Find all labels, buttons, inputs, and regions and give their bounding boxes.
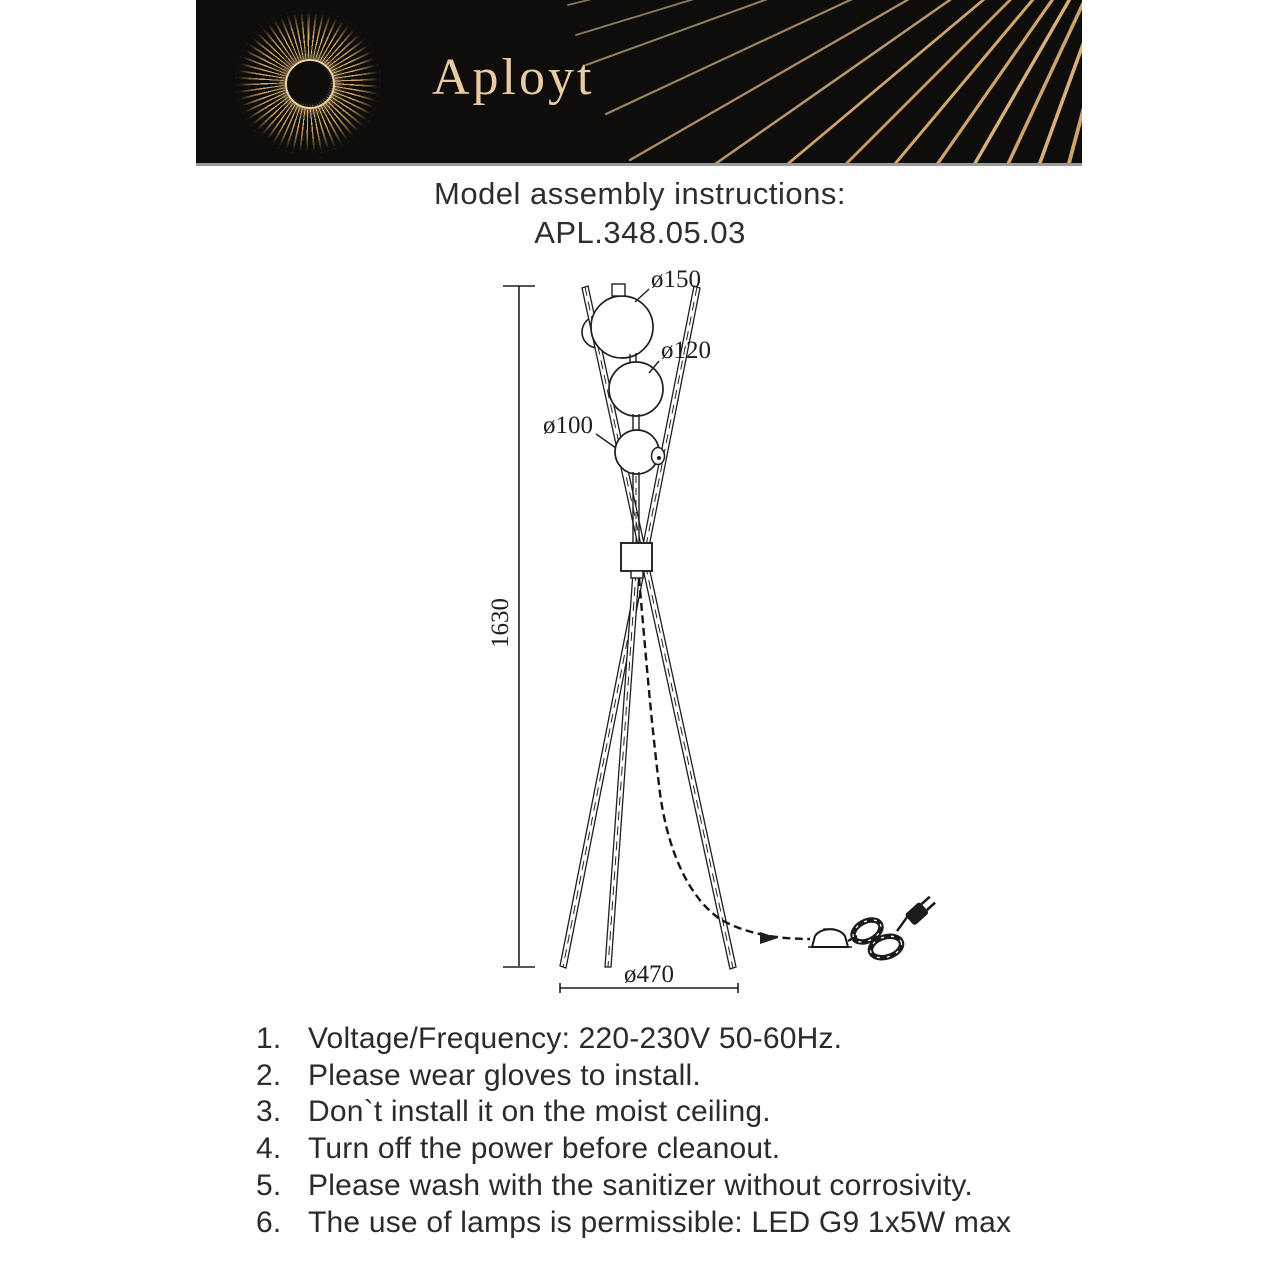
item-text: Please wear gloves to install.: [308, 1058, 701, 1092]
base-dimension-label: ø470: [624, 961, 674, 988]
item-number: 6.: [256, 1205, 282, 1239]
item-text: The use of lamps is permissible: LED G9 1x5W max: [308, 1205, 1012, 1239]
title-line1: Model assembly instructions:: [434, 176, 846, 211]
lamp-technical-drawing: [470, 255, 970, 1020]
model-code: APL.348.05.03: [534, 215, 746, 250]
junction-box: [621, 543, 652, 571]
item-number: 1.: [256, 1022, 282, 1055]
lamp1-top-cap: [612, 284, 625, 296]
list-item: [256, 1131, 1086, 1168]
lamp3-socket-dot: [657, 456, 661, 460]
dim-label-100: ø100: [543, 412, 593, 439]
lamp-sphere-150: [591, 296, 653, 358]
height-dimension-label: 1630: [487, 598, 514, 648]
item-number: 4.: [256, 1132, 282, 1166]
lamp-sphere-120: [609, 362, 663, 416]
item-number: 2.: [256, 1058, 282, 1092]
cord-arrow: [760, 932, 778, 944]
brand-banner: [196, 0, 1082, 166]
list-item: [256, 1168, 1086, 1205]
power-cord: [639, 578, 810, 939]
junction-box-tab: [631, 571, 643, 578]
item-text: Voltage/Frequency: 220-230V 50-60Hz.: [308, 1022, 843, 1055]
item-number: 5.: [256, 1168, 282, 1202]
item-text: Please wash with the sanitizer without corrosivity.: [308, 1168, 973, 1202]
list-item: [256, 1205, 1086, 1242]
dim-label-120: ø120: [661, 337, 711, 364]
foot-switch: [812, 929, 848, 947]
page-title: [0, 174, 1280, 252]
cord-coil: [849, 916, 904, 962]
corner-rays-icon: [196, 0, 1082, 163]
item-number: 3.: [256, 1095, 282, 1129]
item-text: Don`t install it on the moist ceiling.: [308, 1095, 771, 1129]
power-plug: [904, 894, 937, 926]
list-item: [256, 1058, 1086, 1095]
list-item: [256, 1021, 1086, 1058]
instruction-list: [256, 1021, 1086, 1241]
brand-name: Aployt: [432, 49, 595, 106]
lamp3-socket: [652, 448, 665, 465]
item-text: Turn off the power before cleanout.: [308, 1132, 781, 1166]
dim-label-150: ø150: [651, 266, 701, 293]
list-item: [256, 1094, 1086, 1131]
